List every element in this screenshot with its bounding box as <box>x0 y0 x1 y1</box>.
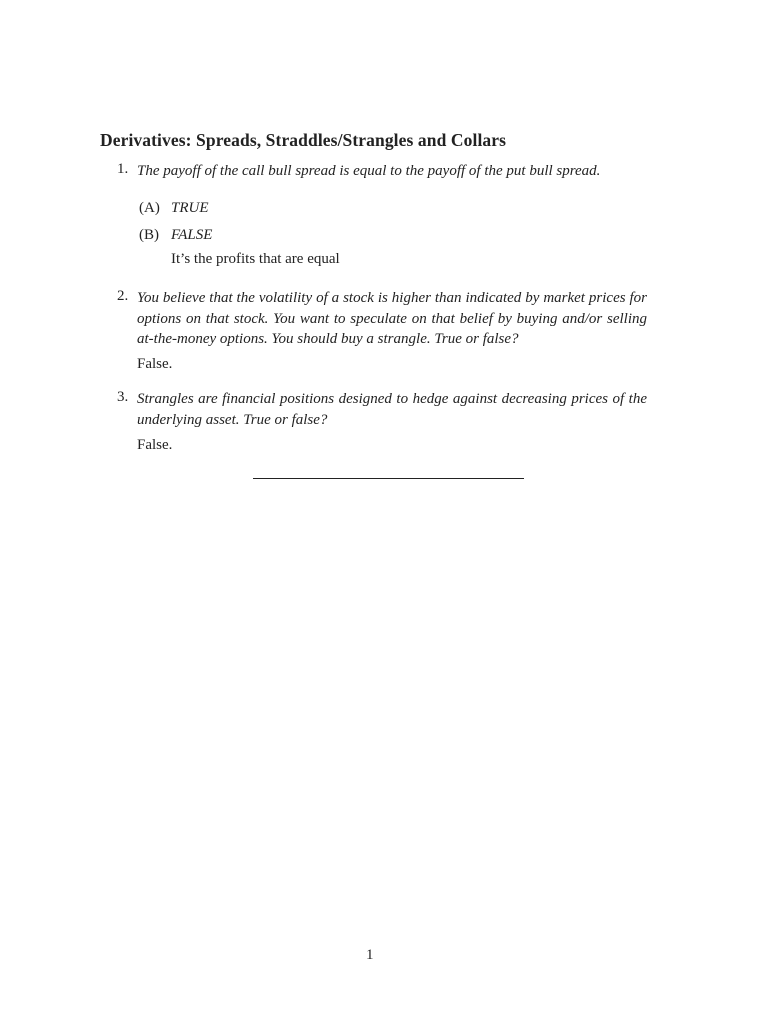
question-number: 1. <box>117 161 129 177</box>
page-title: Derivatives: Spreads, Straddles/Strangles and Collars <box>100 130 507 150</box>
option-marker: (B) <box>139 227 159 243</box>
option-text: TRUE <box>171 200 209 216</box>
answer-text: False. <box>137 356 173 372</box>
question-text: You believe that the volatility of a stock is higher than indicated by market prices for options on that stock. You want to speculate on that belief by buying and/or selling at-the-money options. You should buy a strangle. True or false? <box>137 290 647 347</box>
answer-text: It’s the profits that are equal <box>171 251 340 267</box>
option-text: FALSE <box>171 227 213 243</box>
answer-text: False. <box>137 437 173 453</box>
question-number: 2. <box>117 288 129 304</box>
page-number: 1 <box>366 947 374 963</box>
question-text: Strangles are financial positions designed to hedge against decreasing prices of the underlying asset. True or false? <box>137 391 647 428</box>
option-marker: (A) <box>139 200 160 216</box>
horizontal-rule <box>253 478 524 479</box>
question-number: 3. <box>117 389 129 405</box>
question-text: The payoff of the call bull spread is equal to the payoff of the put bull spread. <box>137 163 601 179</box>
